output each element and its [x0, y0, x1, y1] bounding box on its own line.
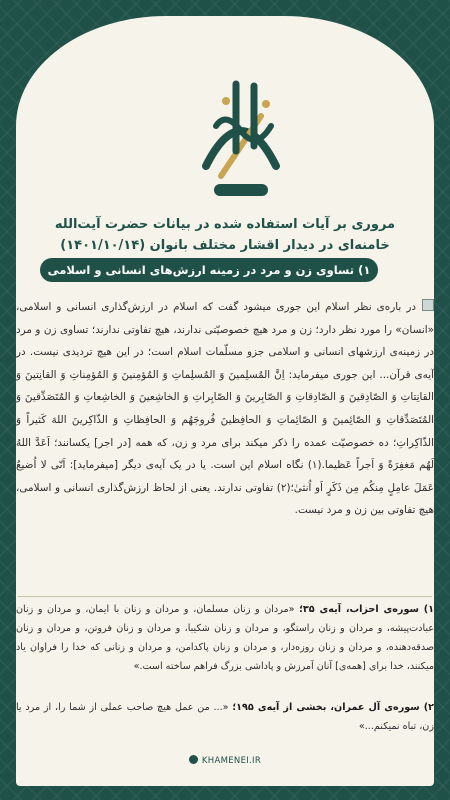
calligraphy-logo	[166, 56, 316, 206]
footnote-1-label: ۱) سوره‌ی احزاب، آیه‌ی ۳۵؛	[299, 604, 434, 615]
body-text: در باره‌ی نظر اسلام این جوری میشود گفت که اسلام در ارزش‌گذاری انسانی و اسلامی، «انسان» را مورد نظر دارد؛ زن و مرد هیچ خصوصیّتی ندارند، هیچ تفاوتی ندارند؛ تساوی زن و مرد در زمینه‌ی ارزشهای انسانی و اسلامی جزو مسلّمات اسلام است؛ در این هیچ تردیدی نیست. در آیه‌ی قرآن... این جوری میفرماید: اِنَّ المُسلِمینَ وَ المُسلِماتِ وَ المُؤمِنینَ وَ المُؤمِناتِ وَ القانِتینَ وَ القانِتاتِ وَ الصّادِقینَ وَ الصّادِقاتِ وَ الصّابِرینَ وَ الصّابِراتِ وَ الخاشِعینَ وَ الخاشِعاتِ وَ المُتَصَدِّقینَ وَ المُتَصَدِّقاتِ وَ الصّائِمینَ وَ الصّائِماتِ وَ الحافِظینَ فُروجَهُم وَ الحافِظاتِ وَ الذّاکِرینَ اللهَ کَثیراً وَ الذّاکِراتِ؛ ده خصوصیّت عمده را ذکر میکند برای مرد و زن، که همه [در اجر] یکسانند؛ اَعَدَّ اللهُ لَهُم مَغفِرَةً وَ اَجراً عَظیما.(۱) نگاه اسلام این است. یا در یک آیه‌ی دیگر [میفرماید]: اَنّی لا اُضیعُ عَمَلَ عامِلٍ مِنکُم مِن ذَکَرٍ اَو اُنثیٰ؛(۲) تفاوتی ندارند. یعنی از لحاظ ارزش‌گذاری انسانی و اسلامی، هیچ تفاوتی بین زن و مرد نیست.	[16, 301, 435, 517]
footnote-1-text: «مردان و زنان مسلمان، و مردان و زنان با ایمان، و مردان و زنان عبادت‌پیشه، و مردان و زنان راستگو، و مردان و زنان شکیبا، و مردان و زنان فروتن، و مردان و زنان صدقه‌دهنده، و مردان و زنان روزه‌دار، و مردان و زنان پاکدامن، و مردان و زنانی که خدا را فراوان یاد میکنند، خدا برای [همه‌ی] آنان آمرزش و پاداشی بزرگ فراهم ساخته است.»	[16, 604, 434, 672]
footnote-2-label: ۲) سوره‌ی آل عمران، بخشی از آیه‌ی ۱۹۵؛	[232, 702, 434, 713]
site-name: KHAMENEI.IR	[201, 756, 262, 766]
section-heading: ۱) تساوی زن و مرد در زمینه ارزش‌های انسانی و اسلامی	[40, 258, 378, 282]
footnote-1	[16, 600, 434, 676]
footnote-2-text: «... من عمل هیچ صاحب عملی از شما را، از مرد یا زن، تباه نمیکنم...»	[16, 702, 434, 732]
section-body	[16, 296, 434, 522]
bullet-square-icon	[422, 299, 434, 311]
footnote-divider	[18, 596, 432, 597]
site-footer	[0, 755, 450, 766]
page-title: مروری بر آیات استفاده شده در بیانات حضرت آیت‌الله خامنه‌ای در دیدار اقشار مختلف بانوان (۱۴۰۱/۱۰/۱۴)	[54, 217, 396, 253]
footnote-2	[16, 698, 434, 736]
site-logo-icon	[189, 755, 198, 764]
